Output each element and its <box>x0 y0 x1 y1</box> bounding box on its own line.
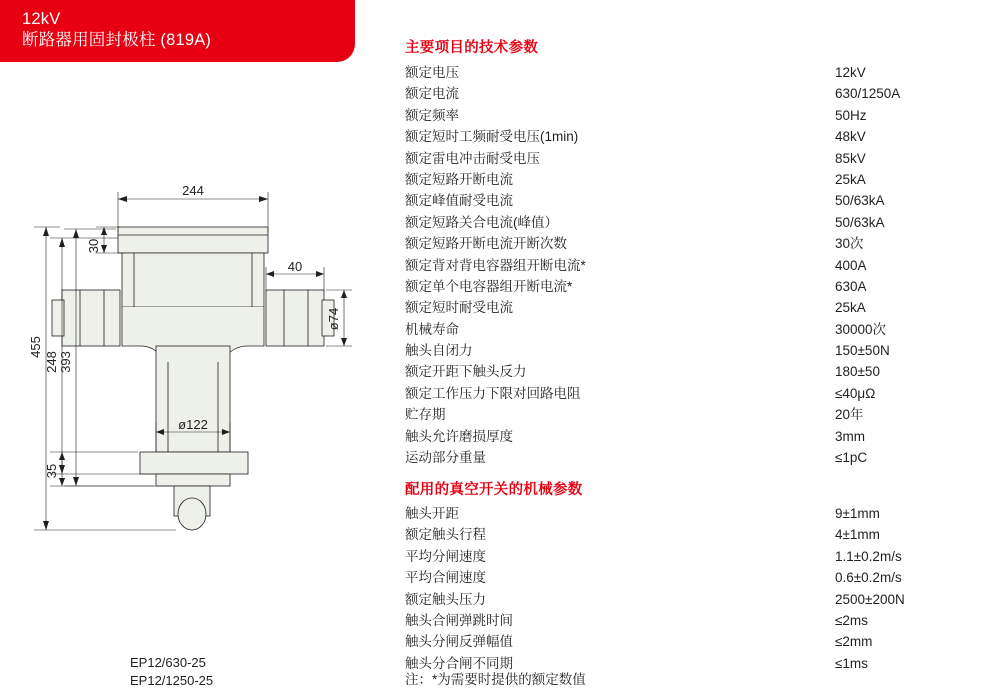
spec-row <box>405 567 1000 588</box>
model-code-1: EP12/630-25 <box>130 655 206 670</box>
model-code-2: EP12/1250-25 <box>130 673 214 688</box>
drawing-svg <box>0 62 390 662</box>
spec-label: 触头合闸弹跳时间 <box>405 612 513 628</box>
spec-value: 630A <box>835 278 867 294</box>
spec-row <box>405 255 1000 276</box>
spec-value: 85kV <box>835 150 866 166</box>
spec-label: 平均分闸速度 <box>405 548 486 564</box>
spec-value: 630/1250A <box>835 86 901 102</box>
spec-label: 额定开距下触头反力 <box>405 364 527 380</box>
spec-label: 额定峰值耐受电流 <box>405 193 513 209</box>
spec-row <box>405 340 1000 361</box>
spec-row <box>405 169 1000 190</box>
spec-label: 额定单个电容器组开断电流* <box>405 278 573 294</box>
section-2-rows <box>405 503 1000 674</box>
spec-label: 触头自闭力 <box>405 343 473 359</box>
spec-row <box>405 426 1000 447</box>
dim-side-stub: 40 <box>287 259 303 274</box>
product-drawing <box>0 62 390 698</box>
spec-label: 额定短路关合电流(峰值） <box>405 214 558 230</box>
dim-bushing-diameter: ø74 <box>326 307 341 331</box>
dim-top-flange-height: 30 <box>86 238 101 254</box>
spec-label: 触头分闸反弹幅值 <box>405 634 513 650</box>
spec-row <box>405 212 1000 233</box>
specifications <box>405 0 1000 698</box>
spec-value: 50/63kA <box>835 193 885 209</box>
spec-value: 30次 <box>835 236 864 252</box>
spec-value: 4±1mm <box>835 527 880 543</box>
spec-label: 额定触头压力 <box>405 591 486 607</box>
spec-label: 触头允许磨损厚度 <box>405 428 513 444</box>
spec-label: 额定电流 <box>405 86 459 102</box>
title-line-2: 断路器用固封极柱 (819A) <box>22 31 212 49</box>
spec-value: 2500±200N <box>835 591 905 607</box>
spec-row <box>405 610 1000 631</box>
spec-value: 1.1±0.2m/s <box>835 548 902 564</box>
spec-label: 额定电压 <box>405 65 459 80</box>
spec-row <box>405 233 1000 254</box>
spec-value: ≤1pC <box>835 450 868 466</box>
spec-value: ≤40μΩ <box>835 385 876 401</box>
spec-label: 额定雷电冲击耐受电压 <box>405 150 540 166</box>
spec-row <box>405 383 1000 404</box>
spec-label: 触头开距 <box>405 506 459 521</box>
spec-label: 额定背对背电容器组开断电流* <box>405 257 586 273</box>
spec-value: 30000次 <box>835 321 887 337</box>
spec-row <box>405 546 1000 567</box>
spec-value: 20年 <box>835 407 864 423</box>
spec-row <box>405 190 1000 211</box>
spec-row <box>405 105 1000 126</box>
spec-row <box>405 83 1000 104</box>
section-1-rows <box>405 62 1000 468</box>
dim-bottom-height: 35 <box>44 463 59 479</box>
spec-value: 180±50 <box>835 364 880 380</box>
spec-label: 贮存期 <box>405 407 446 423</box>
spec-label: 额定短时耐受电流 <box>405 300 513 316</box>
spec-row <box>405 404 1000 425</box>
spec-row <box>405 524 1000 545</box>
footnote: 注：*为需要时提供的额定数值 <box>405 672 586 687</box>
spec-row <box>405 62 1000 83</box>
spec-label: 额定短时工频耐受电压(1min) <box>405 129 579 145</box>
spec-label: 额定触头行程 <box>405 527 486 543</box>
spec-label: 额定短路开断电流 <box>405 171 513 187</box>
spec-value: 48kV <box>835 129 866 145</box>
spec-row <box>405 148 1000 169</box>
spec-value: 400A <box>835 257 867 273</box>
spec-row <box>405 297 1000 318</box>
section-1-title: 主要项目的技术参数 <box>405 40 539 56</box>
spec-row <box>405 361 1000 382</box>
spec-value: 150±50N <box>835 343 890 359</box>
spec-value: 12kV <box>835 65 866 80</box>
spec-value: 25kA <box>835 300 866 316</box>
title-banner <box>0 0 355 62</box>
dim-overall-height: 455 <box>28 336 43 358</box>
dim-base-diameter: ø122 <box>178 417 208 432</box>
spec-value: 50/63kA <box>835 214 885 230</box>
drawing-caption <box>130 654 213 690</box>
spec-value: 0.6±0.2m/s <box>835 570 902 586</box>
spec-label: 额定频率 <box>405 107 459 123</box>
spec-label: 触头分合闸不同期 <box>405 655 513 671</box>
spec-value: ≤1ms <box>835 655 868 671</box>
spec-value: 25kA <box>835 171 866 187</box>
section-2-title: 配用的真空开关的机械参数 <box>405 482 583 498</box>
spec-row <box>405 631 1000 652</box>
spec-value: ≤2mm <box>835 634 873 650</box>
spec-label: 机械寿命 <box>405 321 459 337</box>
spec-value: 50Hz <box>835 107 867 123</box>
spec-label: 额定工作压力下限对回路电阻 <box>405 385 581 401</box>
dim-mid-height: 248 <box>44 351 59 373</box>
spec-value: ≤2ms <box>835 612 868 628</box>
spec-row <box>405 126 1000 147</box>
dim-body-height: 393 <box>58 351 73 373</box>
spec-row <box>405 319 1000 340</box>
spec-row <box>405 589 1000 610</box>
spec-value: 9±1mm <box>835 506 880 521</box>
spec-row <box>405 503 1000 524</box>
spec-label: 额定短路开断电流开断次数 <box>405 236 567 252</box>
spec-row <box>405 276 1000 297</box>
spec-row <box>405 447 1000 468</box>
spec-label: 平均合闸速度 <box>405 570 486 586</box>
spec-label: 运动部分重量 <box>405 450 486 466</box>
dim-top-width: 244 <box>182 183 204 198</box>
title-line-1: 12kV <box>22 10 61 28</box>
spec-value: 3mm <box>835 428 865 444</box>
